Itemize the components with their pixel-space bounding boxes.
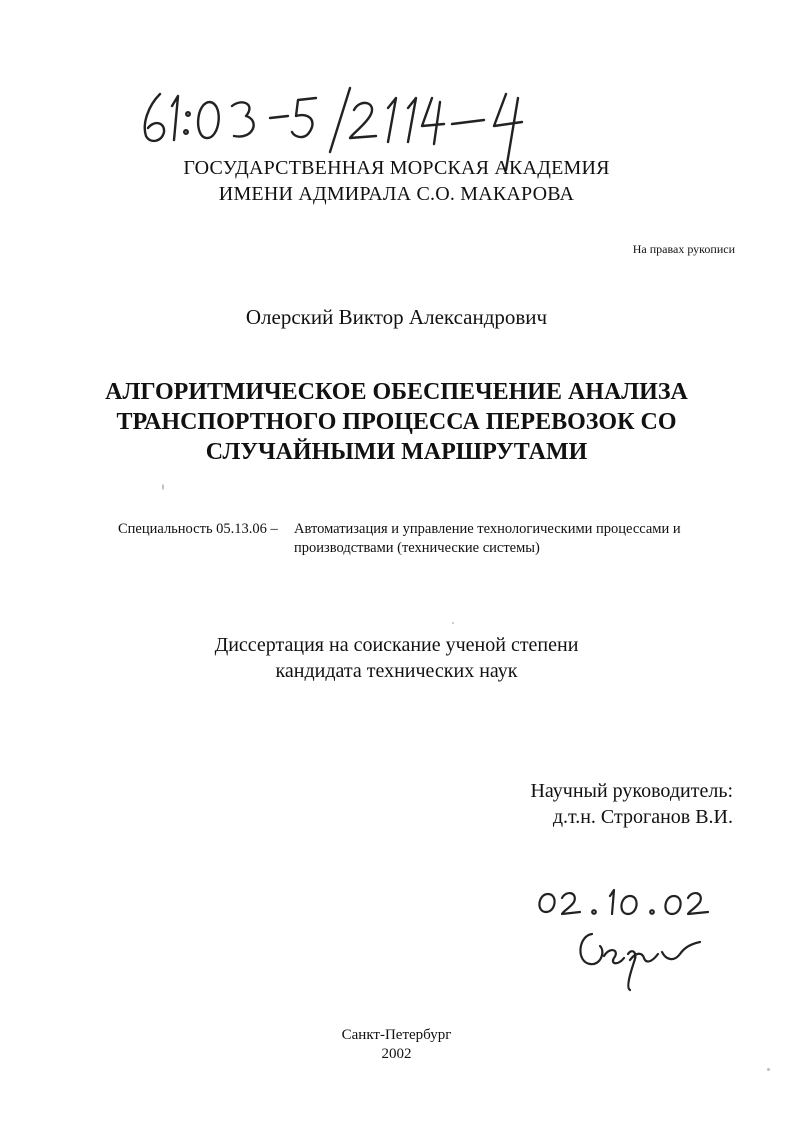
specialty-block — [118, 520, 681, 558]
author-name: Олерский Виктор Александрович — [245, 305, 548, 329]
advisor-name: д.т.н. Строганов В.И. — [552, 806, 733, 828]
academy-line-1: ГОСУДАРСТВЕННАЯ МОРСКАЯ АКАДЕМИЯ — [183, 157, 610, 179]
degree-statement — [0, 632, 793, 684]
specialty-line-1: Автоматизация и управление технологическими процессами и — [294, 521, 681, 537]
handwritten-date — [532, 884, 722, 924]
scan-speck — [162, 484, 164, 490]
title-line-1: АЛГОРИТМИЧЕСКОЕ ОБЕСПЕЧЕНИЕ АНАЛИЗА — [105, 379, 688, 405]
specialty-label: Специальность 05.13.06 – — [118, 521, 278, 537]
place-and-year — [0, 1026, 793, 1064]
academy-line-2: ИМЕНИ АДМИРАЛА С.О. МАКАРОВА — [218, 183, 575, 205]
degree-line-2: кандидата технических наук — [275, 660, 518, 682]
advisor-block — [530, 778, 733, 830]
degree-line-1: Диссертация на соискание ученой степени — [214, 634, 579, 656]
manuscript-rights-note: На правах рукописи — [632, 242, 735, 256]
title-line-2: ТРАНСПОРТНОГО ПРОЦЕССА ПЕРЕВОЗОК СО — [116, 409, 677, 435]
city: Санкт-Петербург — [341, 1027, 452, 1043]
specialty-line-2: производствами (технические системы) — [294, 540, 540, 556]
academy-name — [0, 155, 793, 207]
handwritten-signature — [570, 922, 730, 994]
title-line-3: СЛУЧАЙНЫМИ МАРШРУТАМИ — [205, 439, 588, 465]
scan-speck — [767, 1068, 770, 1071]
year: 2002 — [381, 1046, 412, 1062]
advisor-label: Научный руководитель: — [530, 780, 733, 802]
scan-speck — [452, 622, 454, 624]
dissertation-title — [0, 377, 793, 467]
